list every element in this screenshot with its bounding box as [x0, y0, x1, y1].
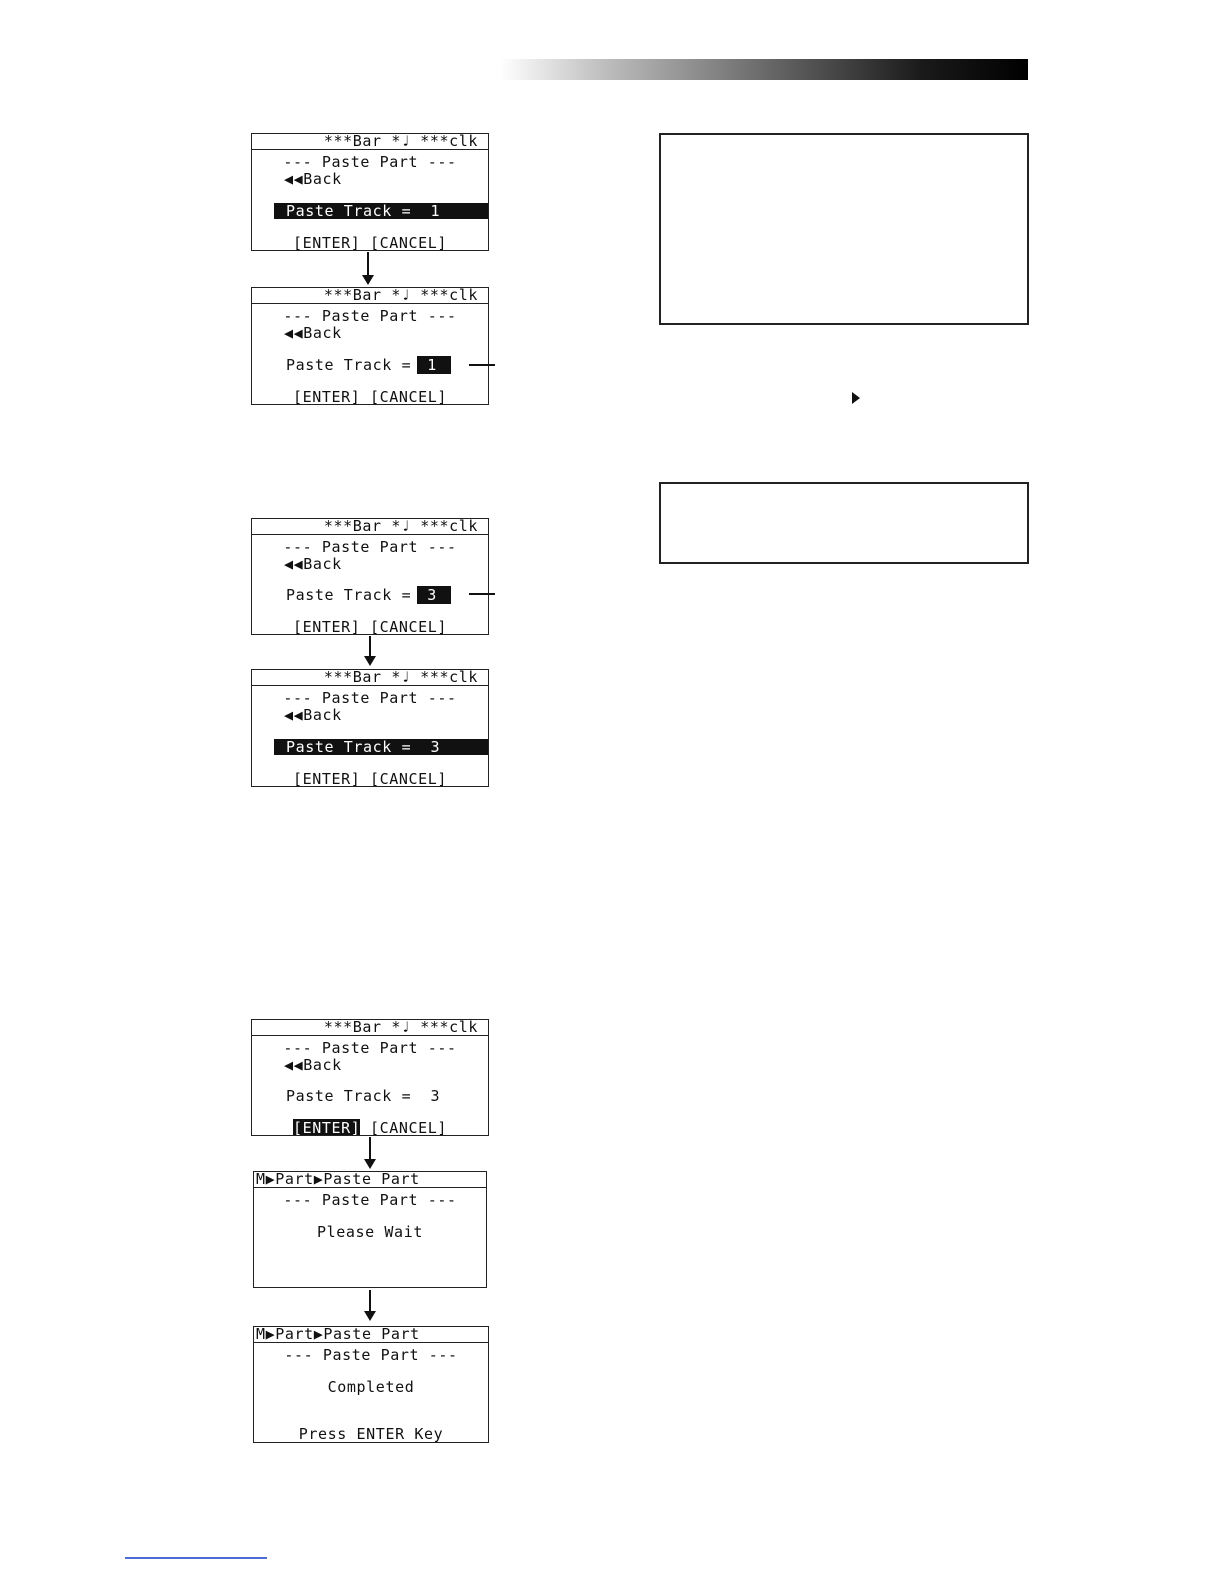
enter-key-label: [ENTER]	[292, 234, 361, 251]
lcd-screen-7	[253, 1326, 489, 1443]
cancel-key-label: [CANCEL]	[370, 618, 448, 635]
down-arrow-1	[367, 252, 369, 276]
lcd-keys	[252, 235, 488, 251]
play-triangle-icon	[852, 392, 860, 404]
footer-link-underline[interactable]	[125, 1557, 267, 1559]
paste-track-label: Paste Track =	[286, 1087, 412, 1105]
cancel-key-label: [CANCEL]	[370, 234, 448, 251]
down-arrow-2	[369, 636, 371, 657]
lcd-status-line: ***Bar *♩ ***clk	[252, 519, 488, 535]
lcd-keys	[252, 389, 488, 405]
note-box-1	[659, 133, 1029, 325]
lcd-title: --- Paste Part ---	[284, 1346, 458, 1364]
cancel-key-label: [CANCEL]	[370, 770, 448, 787]
lcd-back-item: ◀◀Back	[284, 706, 342, 724]
paste-track-value-box: 3	[417, 586, 451, 604]
lcd-paste-track	[286, 1088, 488, 1104]
paste-track-label: Paste Track =	[286, 356, 412, 374]
lcd-keys	[252, 771, 488, 787]
lcd-title: --- Paste Part ---	[283, 689, 457, 707]
lcd-paste-track-highlighted	[274, 739, 488, 755]
lcd-back-item: ◀◀Back	[284, 324, 342, 342]
paste-track-label: Paste Track =	[286, 586, 412, 604]
lcd-status-line: ***Bar *♩ ***clk	[252, 1020, 488, 1036]
lcd-title: --- Paste Part ---	[283, 1191, 457, 1209]
completed-message: Completed	[327, 1378, 415, 1396]
paste-track-value: 1	[430, 202, 441, 220]
lcd-status-line: ***Bar *♩ ***clk	[252, 288, 488, 304]
lcd-keys	[252, 619, 488, 635]
lcd-keys	[252, 1120, 488, 1136]
lcd-back-item: ◀◀Back	[284, 170, 342, 188]
cancel-key-label: [CANCEL]	[370, 388, 448, 405]
lcd-back-item: ◀◀Back	[284, 1056, 342, 1074]
lcd-screen-3	[251, 518, 489, 635]
cancel-key-label: [CANCEL]	[370, 1119, 448, 1136]
paste-track-value-box: 1	[417, 356, 451, 374]
paste-track-label: Paste Track =	[286, 202, 412, 220]
lcd-path-line: M▶Part▶Paste Part	[254, 1327, 488, 1343]
callout-line-1	[469, 364, 495, 366]
lcd-title: --- Paste Part ---	[283, 1039, 457, 1057]
paste-track-value: 3	[430, 738, 441, 756]
lcd-path-line: M▶Part▶Paste Part	[254, 1172, 486, 1188]
enter-key-label: [ENTER]	[292, 770, 361, 787]
lcd-status-line: ***Bar *♩ ***clk	[252, 670, 488, 686]
paste-track-label: Paste Track =	[286, 738, 412, 756]
lcd-paste-track	[286, 357, 488, 373]
lcd-screen-5	[251, 1019, 489, 1136]
lcd-title: --- Paste Part ---	[283, 307, 457, 325]
lcd-screen-1	[251, 133, 489, 251]
lcd-paste-track-highlighted	[274, 203, 488, 219]
paste-track-value: 3	[430, 1087, 441, 1105]
header-gradient-bar	[500, 59, 1028, 80]
lcd-screen-4	[251, 669, 489, 787]
press-enter-message: Press ENTER Key	[298, 1425, 444, 1443]
lcd-title: --- Paste Part ---	[283, 538, 457, 556]
note-box-2	[659, 482, 1029, 564]
lcd-screen-6	[253, 1171, 487, 1288]
lcd-back-item: ◀◀Back	[284, 555, 342, 573]
enter-key-highlighted: [ENTER]	[292, 1119, 361, 1136]
down-arrow-4	[369, 1290, 371, 1312]
callout-line-2	[469, 593, 495, 595]
down-arrow-3	[369, 1137, 371, 1160]
enter-key-label: [ENTER]	[292, 388, 361, 405]
lcd-title: --- Paste Part ---	[283, 153, 457, 171]
please-wait-message: Please Wait	[317, 1223, 423, 1241]
lcd-screen-2	[251, 287, 489, 405]
lcd-status-line: ***Bar *♩ ***clk	[252, 134, 488, 150]
lcd-paste-track	[286, 587, 488, 603]
enter-key-label: [ENTER]	[292, 618, 361, 635]
